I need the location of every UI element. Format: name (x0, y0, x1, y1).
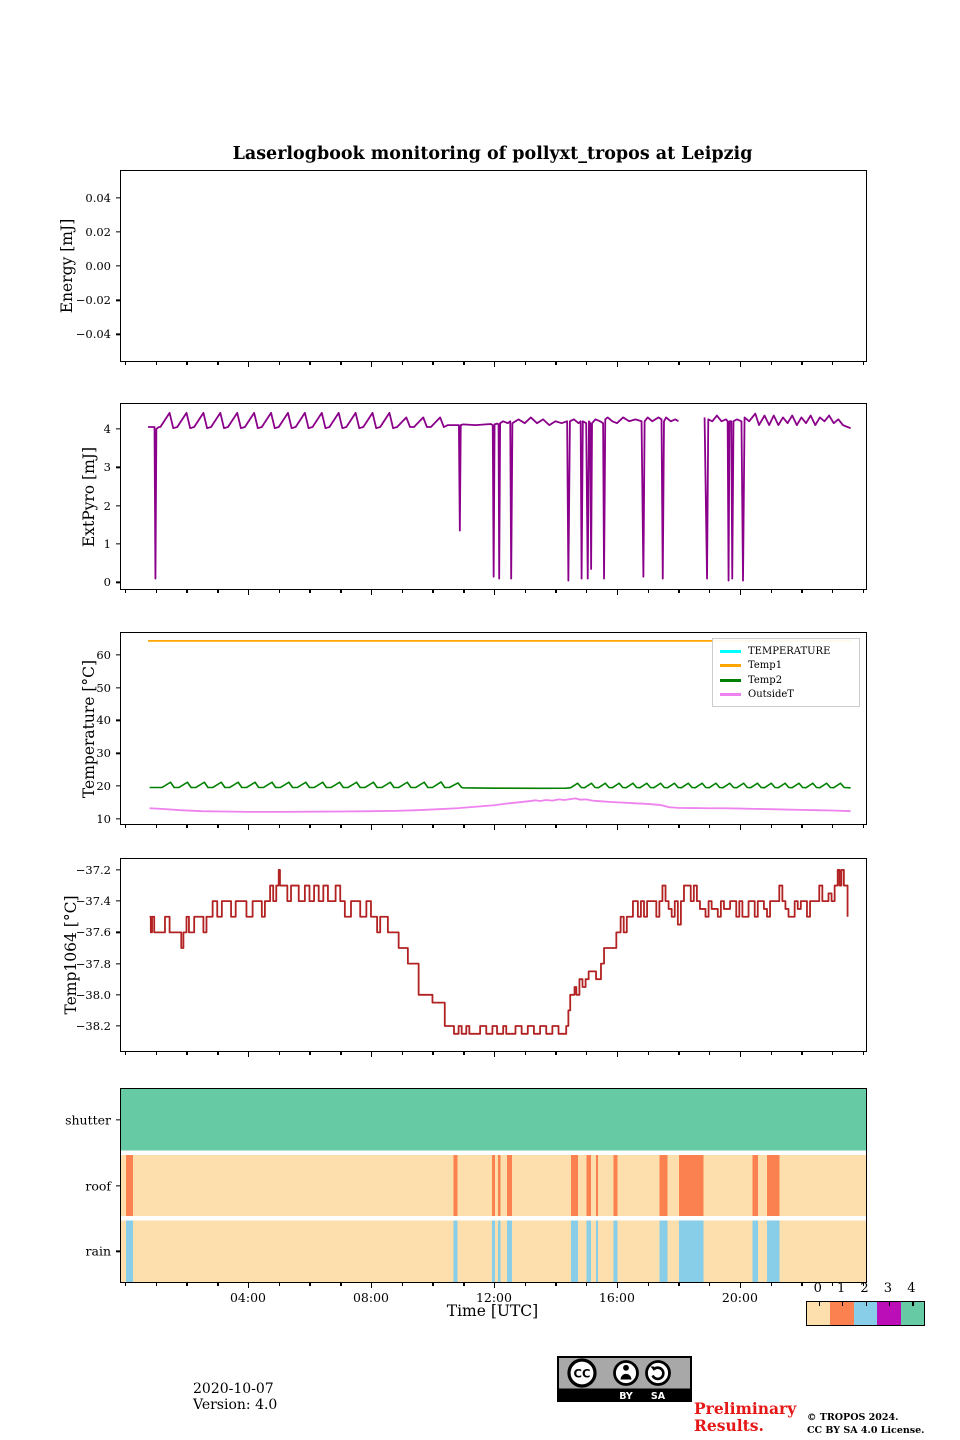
temperature-ytick-label: 60 (96, 647, 111, 662)
x-minor-tick (709, 1052, 710, 1055)
legend-line-swatch (720, 693, 741, 696)
rain-event-bar (498, 1221, 501, 1282)
x-major-tick (617, 825, 618, 830)
x-minor-tick (586, 1052, 587, 1055)
x-minor-tick (832, 590, 833, 593)
temp1064-ytick-label: −37.4 (75, 894, 111, 909)
colorbar-label-1: 1 (836, 1281, 846, 1296)
x-minor-tick (801, 825, 802, 828)
rain-event-bar (753, 1221, 758, 1282)
x-major-tick (494, 590, 495, 595)
x-major-tick (494, 1283, 495, 1288)
temperature-axis-label: Temperature [°C] (80, 659, 98, 798)
x-major-tick (617, 590, 618, 595)
x-minor-tick (863, 362, 864, 365)
x-minor-tick (125, 1283, 126, 1286)
extpyro-ytick-label: 1 (103, 537, 111, 552)
x-minor-tick (555, 590, 556, 593)
x-minor-tick (678, 1283, 679, 1286)
x-major-tick (617, 1283, 618, 1288)
legend-label: OutsideT (748, 689, 794, 701)
x-minor-tick (432, 1283, 433, 1286)
y-tick (116, 467, 120, 468)
colorbar-segment-1 (830, 1302, 853, 1325)
x-minor-tick (555, 362, 556, 365)
x-minor-tick (771, 362, 772, 365)
x-minor-tick (402, 1052, 403, 1055)
x-minor-tick (186, 590, 187, 593)
y-tick (116, 687, 120, 688)
colorbar (806, 1301, 925, 1326)
rain-event-bar (614, 1221, 618, 1282)
temperature-ytick-label: 10 (96, 812, 111, 827)
sa-arrow-icon (647, 1362, 670, 1385)
x-minor-tick (125, 362, 126, 365)
status-canvas (121, 1089, 866, 1282)
y-tick (116, 786, 120, 787)
y-tick (116, 300, 120, 301)
x-minor-tick (309, 362, 310, 365)
badge-by-label: BY (619, 1391, 633, 1402)
x-major-tick (740, 825, 741, 830)
legend-item-Temp2 (720, 673, 852, 688)
x-minor-tick (217, 590, 218, 593)
x-minor-tick (863, 825, 864, 828)
energy-axis-label: Energy [mJ] (58, 218, 76, 314)
x-minor-tick (709, 1283, 710, 1286)
legend-item-TEMPERATURE (720, 644, 852, 659)
extpyro-canvas (121, 404, 866, 589)
x-minor-tick (432, 362, 433, 365)
colorbar-segment-4 (901, 1302, 924, 1325)
x-minor-tick (309, 825, 310, 828)
x-minor-tick (801, 1283, 802, 1286)
badge-sa-label: SA (650, 1391, 666, 1402)
x-minor-tick (186, 1283, 187, 1286)
x-minor-tick (525, 1283, 526, 1286)
colorbar-label-4: 4 (907, 1281, 916, 1296)
roof-event-bar (498, 1155, 501, 1216)
extpyro-axis-label: ExtPyro [mJ] (80, 446, 98, 547)
x-tick-label: 12:00 (475, 1290, 512, 1305)
roof-event-bar (679, 1155, 704, 1216)
x-minor-tick (832, 825, 833, 828)
legend-item-OutsideT (720, 688, 852, 703)
rain-event-bar (507, 1221, 512, 1282)
colorbar-labels (806, 1281, 923, 1296)
y-tick (116, 1119, 120, 1120)
x-minor-tick (463, 1052, 464, 1055)
rain-event-bar (587, 1221, 591, 1282)
x-minor-tick (555, 825, 556, 828)
x-minor-tick (402, 590, 403, 593)
temperature-ytick-label: 40 (96, 713, 111, 728)
y-tick (116, 334, 120, 335)
colorbar-tick (912, 1302, 913, 1306)
x-minor-tick (340, 1283, 341, 1286)
roof-event-bar (753, 1155, 758, 1216)
x-major-tick (248, 362, 249, 367)
x-minor-tick (125, 590, 126, 593)
colorbar-tick (842, 1302, 843, 1306)
x-minor-tick (648, 362, 649, 365)
y-tick (116, 753, 120, 754)
x-minor-tick (709, 590, 710, 593)
colorbar-tick (819, 1302, 820, 1306)
x-minor-tick (648, 1052, 649, 1055)
x-minor-tick (186, 362, 187, 365)
x-minor-tick (309, 590, 310, 593)
x-minor-tick (279, 1052, 280, 1055)
y-tick (116, 654, 120, 655)
x-minor-tick (678, 1052, 679, 1055)
x-minor-tick (863, 590, 864, 593)
rain-event-bar (454, 1221, 458, 1282)
x-minor-tick (771, 590, 772, 593)
colorbar-segment-3 (877, 1302, 900, 1325)
legend-line-swatch (720, 650, 741, 653)
extpyro-ytick-label: 2 (103, 498, 111, 513)
colorbar-label-3: 3 (883, 1281, 893, 1296)
y-tick (116, 994, 120, 995)
x-minor-tick (863, 1052, 864, 1055)
legend-item-Temp1 (720, 659, 852, 674)
x-minor-tick (771, 1283, 772, 1286)
roof-event-bar (596, 1155, 598, 1216)
x-minor-tick (156, 1052, 157, 1055)
x-minor-tick (678, 590, 679, 593)
x-minor-tick (555, 1283, 556, 1286)
x-tick-label: 20:00 (721, 1290, 758, 1305)
roof-row-label: roof (85, 1178, 111, 1193)
x-minor-tick (709, 362, 710, 365)
x-minor-tick (648, 590, 649, 593)
energy-canvas (121, 171, 866, 361)
x-minor-tick (586, 1283, 587, 1286)
plot-temperature (80, 632, 867, 827)
x-minor-tick (125, 825, 126, 828)
y-tick (116, 231, 120, 232)
colorbar-label-2: 2 (860, 1281, 869, 1296)
energy-ytick-label: 0.02 (85, 224, 111, 239)
x-minor-tick (463, 590, 464, 593)
energy-ytick-label: 0.04 (85, 190, 111, 205)
x-minor-tick (402, 1283, 403, 1286)
Temp1064-line (150, 870, 848, 1034)
x-major-tick (371, 825, 372, 830)
y-tick (116, 720, 120, 721)
extpyro-ytick-label: 3 (103, 460, 111, 475)
x-minor-tick (525, 825, 526, 828)
roof-event-bar (126, 1155, 133, 1216)
y-tick (116, 428, 120, 429)
x-tick-label: 08:00 (352, 1290, 389, 1305)
temp1064-ytick-label: −37.8 (75, 956, 111, 971)
x-minor-tick (832, 1052, 833, 1055)
x-minor-tick (279, 590, 280, 593)
x-minor-tick (648, 1283, 649, 1286)
x-minor-tick (156, 1283, 157, 1286)
colorbar-label-0: 0 (813, 1281, 822, 1296)
x-major-tick (740, 590, 741, 595)
temp1064-ytick-label: −38.0 (75, 987, 111, 1002)
y-tick (116, 963, 120, 964)
date-text: 2020-10-07 (193, 1381, 274, 1397)
x-minor-tick (309, 1052, 310, 1055)
plot-status (65, 1088, 867, 1305)
roof-event-bar (587, 1155, 591, 1216)
x-minor-tick (186, 1052, 187, 1055)
x-minor-tick (156, 590, 157, 593)
x-major-tick (740, 1052, 741, 1057)
x-minor-tick (648, 825, 649, 828)
x-minor-tick (217, 1283, 218, 1286)
footer-meta (193, 1381, 277, 1413)
x-minor-tick (432, 825, 433, 828)
x-major-tick (617, 362, 618, 367)
x-major-tick (248, 590, 249, 595)
x-minor-tick (678, 362, 679, 365)
roof-event-bar (507, 1155, 512, 1216)
x-minor-tick (279, 362, 280, 365)
svg-text:CC: CC (573, 1366, 591, 1381)
OutsideT-line (150, 798, 851, 811)
roof-event-bar (659, 1155, 667, 1216)
legend-label: Temp1 (748, 660, 783, 672)
rain-event-bar (659, 1221, 667, 1282)
extpyro-ytick-label: 0 (103, 575, 111, 590)
y-tick (116, 582, 120, 583)
x-major-tick (494, 362, 495, 367)
y-tick (116, 1185, 120, 1186)
x-minor-tick (709, 825, 710, 828)
x-minor-tick (801, 590, 802, 593)
x-major-tick (494, 1052, 495, 1057)
x-minor-tick (678, 825, 679, 828)
temp1064-ytick-label: −37.2 (75, 862, 111, 877)
rain-event-bar (767, 1221, 779, 1282)
x-minor-tick (156, 362, 157, 365)
colorbar-tick (866, 1302, 867, 1306)
x-minor-tick (340, 590, 341, 593)
x-minor-tick (217, 1052, 218, 1055)
roof-event-bar (614, 1155, 618, 1216)
y-tick (116, 197, 120, 198)
x-minor-tick (832, 362, 833, 365)
roof-event-bar (571, 1155, 578, 1216)
legend-label: Temp2 (748, 674, 783, 686)
x-minor-tick (555, 1052, 556, 1055)
y-tick (116, 265, 120, 266)
temperature-ytick-label: 50 (96, 680, 111, 695)
x-minor-tick (525, 590, 526, 593)
extpyro-ytick-label: 4 (103, 421, 111, 436)
legend-label: TEMPERATURE (748, 645, 831, 657)
x-minor-tick (463, 1283, 464, 1286)
x-minor-tick (156, 825, 157, 828)
x-minor-tick (432, 590, 433, 593)
rain-event-bar (571, 1221, 578, 1282)
x-minor-tick (340, 1052, 341, 1055)
y-tick (116, 932, 120, 933)
x-tick-label: 16:00 (598, 1290, 635, 1305)
legend-line-swatch (720, 679, 741, 682)
rain-row-label: rain (85, 1243, 111, 1259)
x-minor-tick (125, 1052, 126, 1055)
ExtPyro-line (148, 413, 851, 581)
x-major-tick (371, 1052, 372, 1057)
Temp2-line (150, 782, 851, 788)
colorbar-segment-0 (807, 1302, 830, 1325)
copyright-note: © TROPOS 2024. CC BY SA 4.0 License. (807, 1412, 925, 1436)
shutter-row-label: shutter (65, 1112, 111, 1128)
x-minor-tick (586, 825, 587, 828)
y-tick (116, 543, 120, 544)
x-minor-tick (525, 362, 526, 365)
x-minor-tick (586, 590, 587, 593)
preliminary-results-note: Preliminary Results. (694, 1399, 797, 1435)
colorbar-segment-2 (854, 1302, 877, 1325)
x-minor-tick (801, 362, 802, 365)
y-tick (116, 1025, 120, 1026)
y-tick (116, 900, 120, 901)
y-tick (116, 818, 120, 819)
temp1064-ytick-label: −37.6 (75, 925, 111, 940)
rain-event-bar (492, 1221, 495, 1282)
roof-event-bar (767, 1155, 779, 1216)
cc-by-sa-badge (557, 1356, 692, 1402)
energy-ytick-label: −0.04 (75, 327, 111, 342)
x-minor-tick (186, 825, 187, 828)
y-tick (116, 1251, 120, 1252)
colorbar-tick (889, 1302, 890, 1306)
x-minor-tick (402, 362, 403, 365)
y-tick (116, 869, 120, 870)
x-minor-tick (463, 362, 464, 365)
temperature-ytick-label: 30 (96, 746, 111, 761)
x-major-tick (371, 590, 372, 595)
rain-event-bar (126, 1221, 133, 1282)
x-major-tick (740, 1283, 741, 1288)
y-tick (116, 505, 120, 506)
x-minor-tick (340, 362, 341, 365)
rain-event-bar (596, 1221, 598, 1282)
roof-event-bar (454, 1155, 458, 1216)
x-minor-tick (217, 825, 218, 828)
x-minor-tick (586, 362, 587, 365)
temp1064-ytick-label: −38.2 (75, 1019, 111, 1034)
version-text: Version: 4.0 (193, 1397, 278, 1414)
x-minor-tick (432, 1052, 433, 1055)
x-minor-tick (525, 1052, 526, 1055)
shutter-band (121, 1089, 866, 1150)
x-major-tick (371, 362, 372, 367)
x-major-tick (248, 1283, 249, 1288)
chart-title: Laserlogbook monitoring of pollyxt_tropos at Leipzig (232, 144, 753, 164)
temperature-legend (712, 638, 860, 707)
x-major-tick (494, 825, 495, 830)
x-minor-tick (279, 825, 280, 828)
time-axis-label: Time [UTC] (446, 1302, 539, 1320)
x-minor-tick (402, 825, 403, 828)
energy-ytick-label: −0.02 (75, 293, 111, 308)
x-tick-label: 04:00 (229, 1290, 266, 1305)
plot-temp1064 (62, 858, 867, 1052)
x-minor-tick (279, 1283, 280, 1286)
legend-line-swatch (720, 664, 741, 667)
plot-extpyro (80, 403, 867, 590)
temperature-ytick-label: 20 (96, 779, 111, 794)
x-major-tick (248, 1052, 249, 1057)
x-minor-tick (463, 825, 464, 828)
x-major-tick (617, 1052, 618, 1057)
rain-event-bar (679, 1221, 704, 1282)
x-major-tick (740, 362, 741, 367)
energy-ytick-label: 0.00 (85, 259, 111, 273)
x-major-tick (371, 1283, 372, 1288)
x-minor-tick (771, 1052, 772, 1055)
x-minor-tick (340, 825, 341, 828)
x-minor-tick (309, 1283, 310, 1286)
x-minor-tick (771, 825, 772, 828)
x-minor-tick (217, 362, 218, 365)
roof-event-bar (492, 1155, 495, 1216)
x-major-tick (248, 825, 249, 830)
x-minor-tick (801, 1052, 802, 1055)
plot-energy (58, 170, 867, 362)
temp1064-canvas (121, 859, 866, 1051)
temp1064-axis-label: Temp1064 [°C] (62, 895, 80, 1015)
